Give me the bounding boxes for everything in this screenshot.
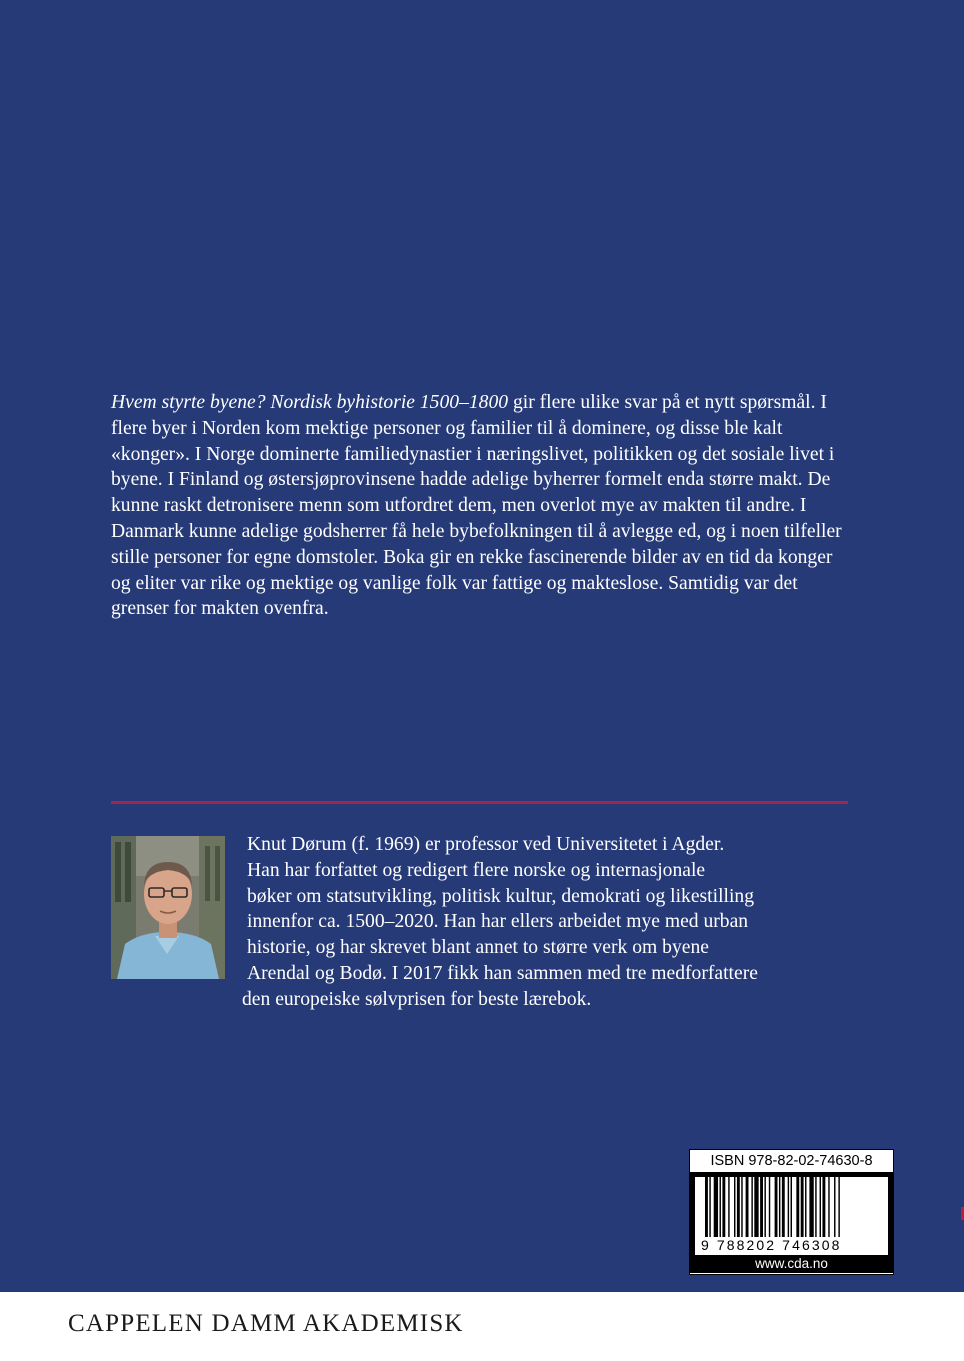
author-photo — [111, 836, 225, 979]
blurb-paragraph — [111, 390, 849, 622]
barcode-digits: 9 788202 746308 — [701, 1237, 842, 1253]
author-bio — [242, 832, 842, 1013]
bio-line: historie, og har skrevet blant annet to større verk om byene — [247, 937, 709, 959]
section-divider — [111, 801, 848, 804]
bio-line: Knut Dørum (f. 1969) er professor ved Universitetet i Agder. — [247, 834, 725, 855]
bio-line: bøker om statsutvikling, politisk kultur, demokrati og likestilling — [247, 885, 754, 907]
bio-line: Arendal og Bodø. I 2017 fikk han sammen med tre medforfattere — [247, 962, 758, 984]
book-title: Hvem styrte byene? Nordisk byhistorie 1500–1800 — [111, 392, 509, 413]
bio-line: den europeiske sølvprisen for beste lærebok. — [242, 988, 592, 1010]
publisher-url: www.cda.no — [755, 1256, 828, 1271]
barcode-panel — [690, 1172, 893, 1273]
bio-line: Han har forfattet og redigert flere norske og internasjonale — [247, 859, 706, 881]
isbn-label: ISBN 978-82-02-74630-8 — [690, 1153, 893, 1169]
barcode — [695, 1177, 888, 1255]
publisher-logo: CAPPELEN DAMM AKADEMISK — [68, 1310, 464, 1337]
barcode-bars — [705, 1177, 881, 1237]
bio-line: innenfor ca. 1500–2020. Han har ellers arbeidet mye med urban — [247, 911, 749, 933]
isbn-barcode-box — [689, 1149, 894, 1275]
blurb-text: gir flere ulike svar på et nytt spørsmål. I flere byer i Norden kom mektige personer og familier til å dominere, og disse ble kalt «konger». I Norge dominerte familiedynastier i næringslivet, politikken og det sosiale livet i byene. I Finland og østersjøprovinsene hadde adelige byherrer formelt enda større makt. De kunne raskt detronisere menn som utfordret dem, men overlot mye av makten til andre. I Danmark kunne adelige godsherrer få hele bybefolkningen til å avlegge ed, og i noen tilfeller stille personer for egne domstoler. Boka gir en rekke fascinerende bilder av en tid da konger og eliter var rike og mektige og vanlige folk var fattige og makteslose. Samtidig var det grenser for makten ovenfra. — [111, 392, 842, 620]
